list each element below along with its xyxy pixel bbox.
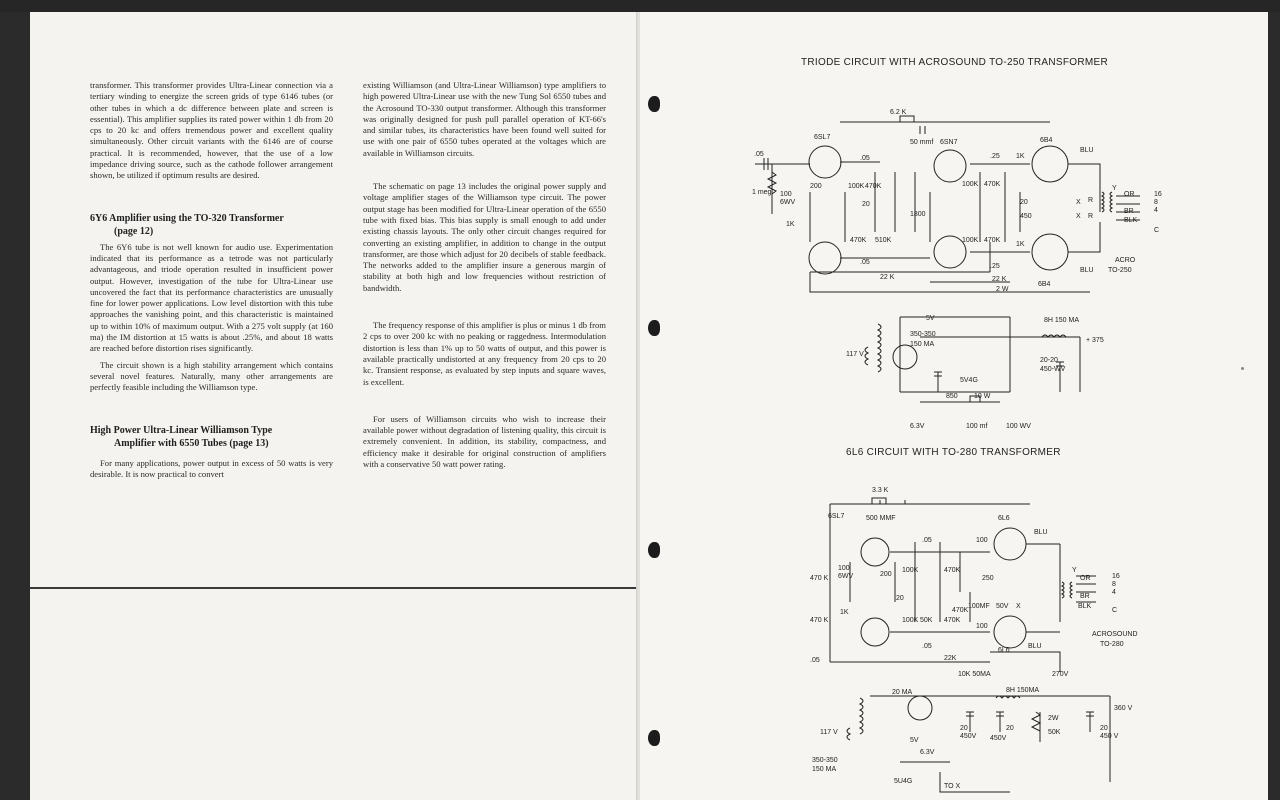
schematic-label: 20 — [896, 595, 904, 602]
schematic-label: 200 — [880, 571, 892, 578]
schematic-label: 510K — [875, 237, 892, 244]
schematic-label: 4 — [1154, 207, 1158, 214]
schematic-label: 200 — [810, 183, 822, 190]
paragraph: The 6Y6 tube is not well known for audio use. Experimentation indicated that its performance as a tetrode was not particularly advantageous, and triode operation resulted in insufficient power output. However, investigation of the tube for Ultra-Linear use uncovered the fact that its performance characteristics are unusually fine for lower power applications. Low level distortion with this tube approaches the vanishing point, and this characteristic is maintained up to within 10% of maximum output. With a 275 volt supply (at 160 ma) the IM distortion at 15 watts is about .25%, and about 18 watts are reached before distortion rises significantly. — [90, 241, 333, 354]
schematic-label: Y — [1112, 185, 1117, 192]
schematic-label: 117 V — [820, 729, 838, 736]
schematic-label: BLU — [1028, 643, 1042, 650]
schematic-label: 470K — [944, 567, 961, 574]
schematic-label: 470K — [952, 607, 969, 614]
schematic-label: 360 V — [1114, 705, 1133, 712]
schematic-label: BR — [1124, 208, 1134, 215]
schematic-label: 10K 50MA — [958, 671, 991, 678]
schematic-label: OR — [1124, 191, 1135, 198]
schematic-label: 470K — [984, 181, 1001, 188]
schematic-label: 270V — [1052, 671, 1069, 678]
schematic-label: 100K — [902, 567, 919, 574]
schematic-label: 100K — [962, 237, 979, 244]
schematic-label: 470 K — [810, 617, 829, 624]
schematic-label: X — [1076, 213, 1081, 220]
schematic-label: TO X — [944, 783, 961, 790]
paragraph: The circuit shown is a high stability arrangement which contains several novel features. Naturally, many other arrangements are perfectly feasible including the Williamson type. — [90, 359, 333, 393]
binder-hole-icon — [648, 320, 660, 336]
schematic-label: 1 meg — [752, 189, 772, 196]
schematic-label: 3.3 K — [872, 487, 889, 494]
schematic-label: 1K — [840, 609, 849, 616]
schematic-label: 20-20 — [1040, 357, 1058, 364]
schematic-6l6-to280 — [810, 472, 1170, 797]
paragraph: transformer. This transformer provides Ultra-Linear connection via a tertiary winding to energize the screen grids of type 6146 tubes (or other tubes in which a dc difference between plate and screen is essential). This amplifier supplies its rated power within 1 db from 20 cps to 20 kc and offers tremendous power and excellent quality simultaneously. Other circuit variants with the 6146 are of course practical. It is recommended, however, that the use of a low impedance driving source, such as the cathode follower arrangement shown, be utilized if optimum results are desired. — [90, 80, 333, 181]
schematic-label: 100 — [976, 537, 988, 544]
schematic-label: 10 W — [974, 393, 991, 400]
schematic-label: 350-350 — [812, 757, 838, 764]
schematic-label: 100 — [976, 623, 988, 630]
schematic-label: 5V4G — [960, 377, 978, 384]
schematic-label: 6SN7 — [940, 139, 958, 146]
schematic-label: 5V — [926, 315, 935, 322]
schematic-triode-to250 — [750, 92, 1170, 432]
schematic-label: 6.3V — [910, 423, 925, 430]
schematic-label: 5V — [910, 737, 919, 744]
schematic-label: 6.3V — [920, 749, 935, 756]
binder-hole-icon — [648, 542, 660, 558]
schematic-label: 117 V — [846, 351, 864, 358]
schematic-label: ACROSOUND — [1092, 631, 1138, 638]
schematic-label: 6SL7 — [814, 134, 831, 141]
schematic-label: 2W — [1048, 715, 1059, 722]
schematic-label: 470K — [984, 237, 1001, 244]
schematic-title-triode: TRIODE CIRCUIT WITH ACROSOUND TO-250 TRANSFORMER — [801, 57, 1109, 68]
schematic-label: 8 — [1154, 199, 1158, 206]
paragraph: The schematic on page 13 includes the original power supply and voltage amplifier stages of the Williamson type circuit. The power output stage has been modified for Ultra-Linear operation of the 6550 tube with fixed bias. This bias supply is small enough to add under existing chassis layouts. The only other circuit changes required for converting an existing amplifier, in addition to change in the output transformer, are those which adjust for 20 decibels of stable feedback. The networks added to the amplifier insure a generous margin of stability at both high and low frequencies without restriction of bandwidth. — [363, 181, 606, 293]
schematic-label: 6L6 — [998, 515, 1010, 522]
schematic-label: ACRO — [1115, 257, 1136, 264]
schematic-label: BLU — [1080, 267, 1094, 274]
viewer-top-bar — [0, 0, 1280, 12]
schematic-label: .05 — [922, 643, 932, 650]
schematic-label: TO-280 — [1100, 641, 1124, 648]
schematic-label: 450 V — [1100, 733, 1119, 740]
schematic-label: 20 — [960, 725, 968, 732]
schematic-label: + 375 — [1086, 337, 1104, 344]
schematic-label: R — [1088, 213, 1094, 220]
schematic-label: 20 — [1020, 199, 1028, 206]
schematic-label: 16 — [1154, 191, 1162, 198]
schematic-label: 4 — [1112, 589, 1116, 596]
schematic-label: 470 K — [810, 575, 829, 582]
schematic-label: .05 — [810, 657, 820, 664]
scan-speck — [1241, 367, 1244, 370]
schematic-label: 350-350 — [910, 331, 936, 338]
page-divider-rule — [30, 587, 638, 589]
schematic-label: 150 MA — [812, 766, 837, 773]
schematic-label: BLU — [1034, 529, 1048, 536]
schematic-label: 6WV — [780, 199, 796, 206]
schematic-label: 100 mf — [966, 423, 988, 430]
schematic-label: 470K — [865, 183, 882, 190]
right-page — [640, 12, 1268, 800]
schematic-label: BR — [1080, 593, 1090, 600]
schematic-title-6l6: 6L6 CIRCUIT WITH TO-280 TRANSFORMER — [846, 447, 1061, 458]
schematic-label: 100 — [780, 191, 792, 198]
text-column-right — [363, 80, 606, 470]
binder-hole-icon — [648, 96, 660, 112]
schematic-label: 450 — [1020, 213, 1032, 220]
schematic-label: 8 — [1112, 581, 1116, 588]
schematic-label: 450V — [960, 733, 977, 740]
section-heading-6550: High Power Ultra-Linear Williamson Type Amplifier with 6550 Tubes (page 13) — [90, 424, 273, 449]
schematic-label: 850 — [946, 393, 958, 400]
schematic-label: .05 — [754, 151, 764, 158]
schematic-label: 100 WV — [1006, 423, 1031, 430]
schematic-label: BLK — [1078, 603, 1092, 610]
schematic-label: .05 — [860, 155, 870, 162]
paragraph: existing Williamson (and Ultra-Linear Williamson) type amplifiers to high powered Ultra-Linear use with the new Tung Sol 6550 tubes and the Acrosound TO-330 output transformer. Although this transformer was originally designed for push pull parallel operation of KT-66's and similar tubes, its characteristics have been found well suited for use with one pair of 6550 tubes operated at the voltages which are available in Williamson circuits. — [363, 80, 606, 158]
schematic-label: OR — [1080, 575, 1091, 582]
schematic-label: 20 — [1006, 725, 1014, 732]
schematic-label: 20 MA — [892, 689, 913, 696]
schematic-label: .05 — [922, 537, 932, 544]
schematic-label: 22K — [944, 655, 957, 662]
schematic-label: 8H 150 MA — [1044, 317, 1080, 324]
schematic-label: 20 — [1100, 725, 1108, 732]
schematic-label: 6L6 — [998, 647, 1010, 654]
schematic-label: 1K — [1016, 241, 1025, 248]
schematic-label: 1K — [786, 221, 795, 228]
schematic-label: C — [1154, 227, 1160, 234]
schematic-label: 6.2 K — [890, 109, 907, 116]
schematic-label: 470K — [850, 237, 867, 244]
schematic-label: 250 — [982, 575, 994, 582]
binder-hole-icon — [648, 730, 660, 746]
schematic-label: 500 MMF — [866, 515, 896, 522]
schematic-label: 20 — [862, 201, 870, 208]
schematic-label: 100K — [962, 181, 979, 188]
schematic-label: BLK — [1124, 217, 1138, 224]
paragraph: For users of Williamson circuits who wish to increase their available power without degradation of listening quality, this circuit is extremely convenient. In addition, its stability, compactness, and efficiency make it desirable for original construction of amplifiers with a conservative 50 watt power rating. — [363, 413, 606, 470]
schematic-label: 8H 150MA — [1006, 687, 1040, 694]
schematic-label: 6SL7 — [828, 513, 845, 520]
schematic-label: 1K — [1016, 153, 1025, 160]
schematic-label: 150 MA — [910, 341, 935, 348]
schematic-label: C — [1112, 607, 1118, 614]
schematic-label: 100K — [848, 183, 865, 190]
schematic-label: 50K — [1048, 729, 1061, 736]
schematic-label: 100 — [838, 565, 850, 572]
schematic-label: 1800 — [910, 211, 926, 218]
schematic-label: Y — [1072, 567, 1077, 574]
text-column-left — [90, 80, 333, 480]
schematic-label: 5U4G — [894, 778, 913, 785]
schematic-label: 450V — [990, 735, 1007, 742]
schematic-label: 470K — [944, 617, 961, 624]
schematic-label: 50K — [920, 617, 933, 624]
section-heading-6y6: 6Y6 Amplifier using the TO-320 Transformer (page 12) — [90, 212, 284, 237]
schematic-label: X — [1016, 603, 1021, 610]
schematic-label: .25 — [990, 263, 1000, 270]
schematic-label: TO-250 — [1108, 267, 1132, 274]
paragraph: The frequency response of this amplifier is plus or minus 1 db from 2 cps to over 200 kc with no peaking or raggedness. Intermodulation distortion is less than 1% up to 50 watts of output, and this power is available practically undistorted at any frequency from 20 cps to 20 kc. Transient response, as evaluated by step inputs and square waves, is excellent. — [363, 320, 606, 387]
schematic-label: X — [1076, 199, 1081, 206]
left-page — [30, 12, 638, 800]
schematic-label: 16 — [1112, 573, 1120, 580]
schematic-label: R — [1088, 197, 1094, 204]
schematic-label: 50 mmf — [910, 139, 934, 146]
schematic-label: 450-WV — [1040, 366, 1066, 373]
schematic-label: 22 K — [992, 276, 1007, 283]
schematic-label: .05 — [860, 259, 870, 266]
schematic-label: 6WV — [838, 573, 854, 580]
schematic-label: 6B4 — [1038, 281, 1051, 288]
schematic-label: 50V — [996, 603, 1009, 610]
schematic-label: BLU — [1080, 147, 1094, 154]
schematic-label: 6B4 — [1040, 137, 1053, 144]
schematic-label: 22 K — [880, 274, 895, 281]
schematic-label: 100K — [902, 617, 919, 624]
schematic-label: .25 — [990, 153, 1000, 160]
schematic-label: 2 W — [996, 286, 1009, 293]
schematic-label: 100MF — [968, 603, 990, 610]
paragraph: For many applications, power output in excess of 50 watts is very desirable. It is now practical to convert — [90, 457, 333, 479]
